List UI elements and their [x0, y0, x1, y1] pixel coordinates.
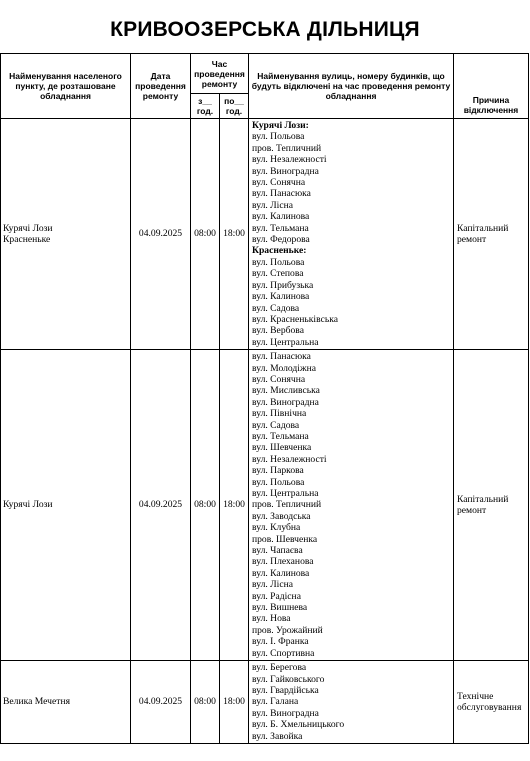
street-item: вул. Федорова	[252, 234, 310, 246]
street-item: вул. Нова	[252, 613, 291, 625]
streets-cell	[249, 119, 454, 350]
street-item: вул. Польова	[252, 131, 305, 143]
settlement-cell	[1, 661, 131, 744]
street-group-heading: Красненьке:	[252, 245, 307, 257]
street-item: вул. Паркова	[252, 465, 304, 477]
street-item: вул. Незалежності	[252, 453, 327, 465]
street-item: вул. Красненьківська	[252, 313, 338, 325]
reason-line: Капітальний	[457, 493, 509, 505]
street-item: вул. Клубна	[252, 522, 301, 534]
settlement-name: Велика Мечетня	[3, 696, 70, 708]
street-item: вул. Північна	[252, 408, 307, 420]
street-item: вул. Польова	[252, 476, 305, 488]
settlement-cell	[1, 350, 131, 661]
settlement-name: Курячі Лози	[3, 499, 53, 511]
street-item: вул. Калинова	[252, 567, 310, 579]
street-item: вул. Сонячна	[252, 177, 306, 189]
street-item: вул. Центральна	[252, 488, 319, 499]
header-streets: Найменування вулиць, номеру будинків, що будуть відключені на час проведення ремонту обладнання	[249, 54, 454, 119]
street-item: вул. Заводська	[252, 510, 311, 522]
reason-cell	[454, 350, 529, 661]
street-item: вул. Чапаєва	[252, 545, 303, 557]
street-item: вул. Молодіжна	[252, 362, 316, 374]
street-item: вул. Гайковського	[252, 673, 325, 685]
street-item: вул. Лісна	[252, 579, 293, 591]
page-title: КРИВООЗЕРСЬКА ДІЛЬНИЦЯ	[110, 18, 420, 41]
street-group-heading: Курячі Лози:	[252, 120, 309, 131]
street-item: вул. Берегова	[252, 662, 307, 674]
street-item: вул. Тельмана	[252, 430, 309, 442]
street-item: пров. Тепличний	[252, 142, 322, 154]
table-body	[1, 119, 529, 744]
street-item: вул. Виноградна	[252, 165, 319, 177]
street-item: вул. Плеханова	[252, 556, 314, 568]
date-cell: 04.09.2025	[131, 661, 191, 744]
street-item: пров. Урожайний	[252, 624, 323, 636]
street-item: вул. Сонячна	[252, 373, 306, 385]
street-item: вул. Вишнева	[252, 602, 308, 614]
table-header	[1, 54, 529, 119]
streets-cell	[249, 350, 454, 661]
time-from-cell: 08:00	[191, 350, 220, 661]
street-item: вул. Шевченка	[252, 442, 312, 454]
date-cell: 04.09.2025	[131, 119, 191, 350]
time-from-cell: 08:00	[191, 119, 220, 350]
streets-cell	[249, 661, 454, 744]
settlement-cell	[1, 119, 131, 350]
street-item: вул. Прибузька	[252, 279, 314, 291]
street-item: вул. Незалежності	[252, 154, 327, 166]
street-item: вул. Завойка	[252, 730, 303, 742]
street-item: вул. Б. Хмельницького	[252, 719, 345, 731]
street-item: вул. Мисливська	[252, 385, 320, 397]
street-item: вул. І. Франка	[252, 636, 309, 648]
time-from-cell: 08:00	[191, 661, 220, 744]
reason-line: ремонт	[457, 234, 487, 246]
reason-cell	[454, 119, 529, 350]
street-item: пров. Шевченка	[252, 533, 318, 545]
street-item: вул. Панасюка	[252, 188, 311, 200]
street-item: вул. Тельмана	[252, 222, 309, 234]
street-item: вул. Лісна	[252, 199, 293, 211]
table-row	[1, 119, 529, 350]
street-item: вул. Польова	[252, 256, 305, 268]
street-item: вул. Виноградна	[252, 396, 319, 408]
header-settlement: Найменування населеного пункту, де розташоване обладнання	[1, 54, 131, 119]
street-item: вул. Спортивна	[252, 647, 315, 659]
header-time: Час проведення ремонту	[191, 54, 249, 94]
reason-cell	[454, 661, 529, 744]
street-item: пров. Тепличний	[252, 499, 322, 511]
street-item: вул. Садова	[252, 419, 300, 431]
settlement-name: Красненьке	[3, 234, 51, 246]
street-item: вул. Калинова	[252, 211, 310, 223]
street-item: вул. Центральна	[252, 336, 319, 348]
street-item: вул. Садова	[252, 302, 300, 314]
reason-line: ремонт	[457, 505, 487, 517]
street-item: вул. Гвардійська	[252, 684, 319, 696]
date-cell: 04.09.2025	[131, 350, 191, 661]
street-item: вул. Степова	[252, 268, 304, 280]
header-date: Дата проведення ремонту	[131, 54, 191, 119]
street-item: вул. Галана	[252, 696, 299, 708]
street-item: вул. Калинова	[252, 291, 310, 303]
header-reason: Причина відключення	[454, 54, 529, 119]
table-row	[1, 350, 529, 661]
street-item: вул. Вербова	[252, 325, 304, 337]
street-item: вул. Виноградна	[252, 707, 319, 719]
header-time-from: з__ год.	[191, 94, 220, 119]
reason-line: обслуговування	[457, 702, 522, 714]
settlement-name: Курячі Лози	[3, 222, 53, 234]
street-item: вул. Панасюка	[252, 351, 311, 363]
time-to-cell: 18:00	[220, 119, 249, 350]
street-item: вул. Радісна	[252, 590, 301, 602]
reason-line: Капітальний	[457, 222, 509, 234]
reason-line: Технічне	[457, 690, 494, 702]
time-to-cell: 18:00	[220, 350, 249, 661]
header-time-to: по__ год.	[220, 94, 249, 119]
schedule-table	[0, 53, 529, 744]
table-row	[1, 661, 529, 744]
time-to-cell: 18:00	[220, 661, 249, 744]
